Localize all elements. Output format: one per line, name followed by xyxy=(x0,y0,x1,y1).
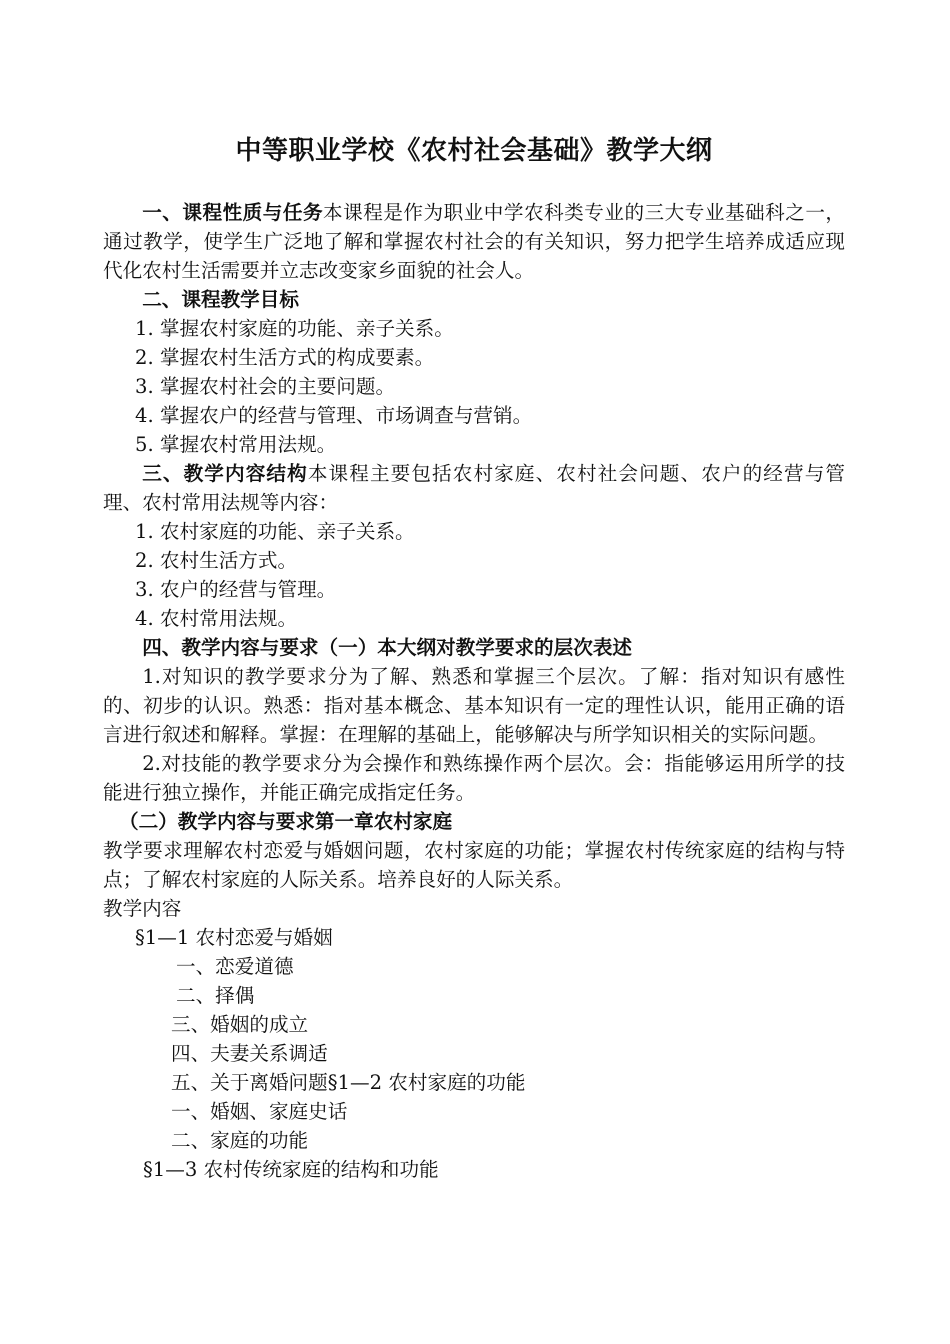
course-nature-paragraph xyxy=(103,198,845,285)
course-nature-text: 本课程是作为职业中学农科类专业的三大专业基础科之一，通过教学，使学生广泛地了解和掌握农村社会的有关知识，努力把学生培养成适应现代化农村生活需要并立志改变家乡面貌的社会人。 xyxy=(103,201,846,282)
structure-item: 3. 农户的经营与管理。 xyxy=(135,578,337,601)
goal-item: 4. 掌握农户的经营与管理、市场调查与营销。 xyxy=(135,404,533,427)
structure-item: 1. 农村家庭的功能、亲子关系。 xyxy=(135,520,415,543)
goal-item: 5. 掌握农村常用法规。 xyxy=(135,433,337,456)
goal-item: 2. 掌握农村生活方式的构成要素。 xyxy=(135,346,435,369)
outline-item: 四、夫妻关系调适 xyxy=(171,1042,328,1065)
knowledge-requirements-paragraph: 1.对知识的教学要求分为了解、熟悉和掌握三个层次。了解：指对知识有感性的、初步的认识。熟悉：指对基本概念、基本知识有一定的理性认识，能用正确的语言进行叙述和解释。掌握：在理解的基础上，能够解决与所学知识相关的实际问题。 xyxy=(103,665,845,746)
content-structure-paragraph xyxy=(103,459,845,517)
outline-item: 二、家庭的功能 xyxy=(171,1129,309,1152)
outline-item: 一、恋爱道德 xyxy=(176,955,294,978)
document-title: 中等职业学校《农村社会基础》教学大纲 xyxy=(235,136,713,166)
content-structure-text: 本课程主要包括农村家庭、农村社会问题、农户的经营与管理、农村常用法规等内容： xyxy=(103,462,846,514)
structure-item: 4. 农村常用法规。 xyxy=(135,607,298,630)
content-structure-heading: 三、教学内容结构 xyxy=(142,462,308,485)
structure-item: 2. 农村生活方式。 xyxy=(135,549,298,572)
outline-item: 二、择偶 xyxy=(176,984,255,1007)
outline-item: 一、婚姻、家庭史话 xyxy=(171,1100,348,1123)
skill-requirements-paragraph: 2.对技能的教学要求分为会操作和熟练操作两个层次。会：指能够运用所学的技能进行独立操作，并能正确完成指定任务。 xyxy=(103,752,845,804)
document-page xyxy=(103,128,845,1184)
chapter1-requirements: 教学要求理解农村恋爱与婚姻问题，农村家庭的功能；掌握农村传统家庭的结构与特点；了解农村家庭的人际关系。培养良好的人际关系。 xyxy=(103,839,845,891)
goal-item: 1. 掌握农村家庭的功能、亲子关系。 xyxy=(135,317,454,340)
chapter1-heading: （二）教学内容与要求第一章农村家庭 xyxy=(119,810,453,833)
outline-item: 三、婚姻的成立 xyxy=(171,1013,309,1036)
section-1-3: §1—3 农村传统家庭的结构和功能 xyxy=(143,1158,439,1181)
content-label: 教学内容 xyxy=(103,897,182,920)
course-nature-heading: 一、课程性质与任务 xyxy=(142,201,324,224)
goal-item: 3. 掌握农村社会的主要问题。 xyxy=(135,375,396,398)
teaching-goals-heading: 二、课程教学目标 xyxy=(142,288,299,311)
content-requirements-heading: 四、教学内容与要求（一）本大纲对教学要求的层次表述 xyxy=(142,636,633,659)
outline-item: 五、关于离婚问题§1—2 农村家庭的功能 xyxy=(171,1071,526,1094)
section-1-1: §1—1 农村恋爱与婚姻 xyxy=(135,926,333,949)
